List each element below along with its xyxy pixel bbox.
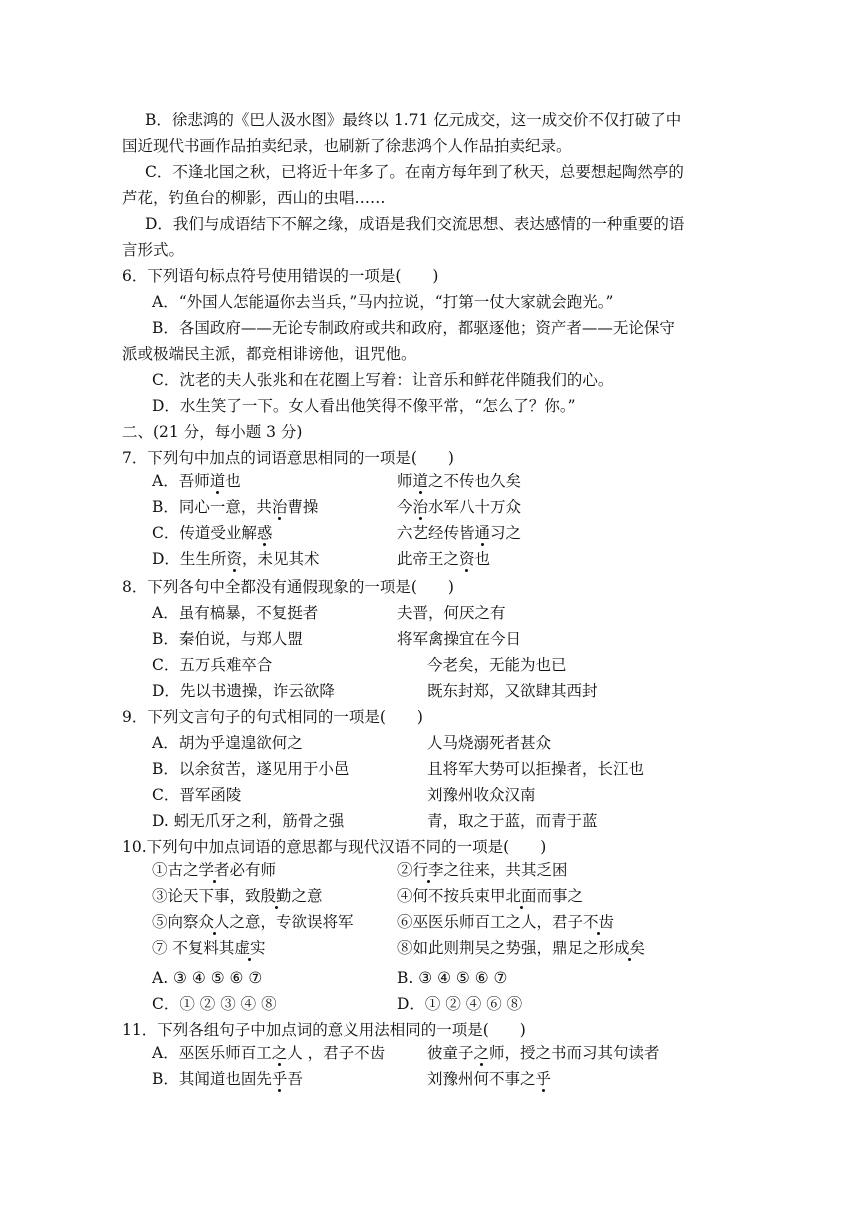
q8-option-c-pair: 今老矣，无能为也已 (427, 656, 567, 674)
q6-option-c: C．沈老的夫人张兆和在花圈上写着：让音乐和鲜花伴随我们的心。 (152, 371, 614, 389)
dotted-word: 虚实 (234, 939, 266, 957)
dotted-word: 之 (473, 1044, 490, 1062)
q10-item-4: ④何不按兵束甲北面而事之 (397, 887, 584, 905)
q7-stem: 7．下列句中加点的词语意思相同的一项是( ) (122, 449, 454, 467)
dotted-word: 乎 (535, 1070, 552, 1088)
dotted-word: 道 (412, 472, 429, 490)
q5-option-b-line2: 国近现代书画作品拍卖纪录，也刷新了徐悲鸿个人作品拍卖纪录。 (122, 137, 572, 155)
q10-item-8: ⑧如此则荆吴之势强，鼎足之形成矣 (397, 939, 646, 957)
dotted-word: 成矣 (614, 939, 646, 957)
dotted-word: 通 (474, 524, 491, 542)
q7-option-b-pair: 今治水军八十万众 (397, 498, 522, 516)
q9-option-c: C．晋军函陵 (152, 786, 242, 804)
dotted-word: 学者 (198, 861, 230, 879)
q10-item-1: ①古之学者必有师 (152, 861, 277, 879)
q9-option-d: D. 蚓无爪牙之利，筋骨之强 (152, 812, 345, 830)
dotted-word: 殷勤 (260, 887, 292, 905)
q7-option-a: A．吾师道也 (152, 472, 241, 490)
q9-stem: 9．下列文言句子的句式相同的一项是( ) (122, 708, 423, 726)
q6-option-a: A．“外国人怎能逼你去当兵，”马内拉说，“打第一仗大家就会跑光。” (152, 293, 614, 311)
dotted-word: 惑 (256, 524, 273, 542)
q7-option-c-pair: 六艺经传皆通习之 (397, 524, 522, 542)
q11-option-a-pair: 彼童子之师，授之书而习其句读者 (427, 1044, 660, 1062)
q5-option-b-line1: B．徐悲鸿的《巴人汲水图》最终以 1.71 亿元成交，这一成交价不仅打破了中 (145, 111, 682, 129)
dotted-word: 资 (459, 550, 475, 568)
q9-option-a: A．胡为乎遑遑欲何之 (152, 734, 303, 752)
dotted-word: 资 (226, 550, 242, 568)
q9-option-b: B．以余贫苦，遂见用于小邑 (152, 760, 350, 778)
q5-option-d-line2: 言形式。 (122, 241, 185, 259)
dotted-word: 不齿 (583, 913, 615, 931)
q10-stem: 10.下列句中加点词语的意思都与现代汉语不同的一项是( ) (122, 838, 547, 856)
q10-item-2: ②行李之往来，共其乏困 (397, 861, 568, 879)
q6-stem: 6．下列语句标点符号使用错误的一项是( ) (122, 267, 439, 285)
q9-option-d-pair: 青，取之于蓝，而青于蓝 (427, 812, 598, 830)
q10-item-3: ③论天下事，致殷勤之意 (152, 887, 323, 905)
section-two-heading: 二、(21 分，每小题 3 分) (122, 423, 303, 441)
q7-option-b: B．同心一意，共治曹操 (152, 498, 319, 516)
q9-option-b-pair: 且将军大势可以拒操者，长江也 (427, 760, 645, 778)
q8-option-a-pair: 夫晋，何厌之有 (397, 604, 506, 622)
q5-option-c-line2: 芦花，钓鱼台的柳影，西山的虫唱…… (122, 189, 386, 207)
q10-choice-d: D．① ② ④ ⑥ ⑧ (397, 995, 523, 1013)
q10-item-7: ⑦ 不复料其虚实 (152, 939, 266, 957)
dotted-word: 行李 (412, 861, 444, 879)
dotted-word: 治 (271, 498, 288, 516)
dotted-word: 众人 (198, 913, 230, 931)
q8-option-d: D．先以书遗操，诈云欲降 (152, 682, 335, 700)
q7-option-a-pair: 师道之不传也久矣 (397, 472, 522, 490)
q6-option-b-line2: 派或极端民主派，都竞相诽谤他，诅咒他。 (122, 345, 417, 363)
q8-stem: 8．下列各句中全都没有通假现象的一项是( ) (122, 578, 454, 596)
dotted-word: 道 (209, 472, 226, 490)
q9-option-c-pair: 刘豫州收众汉南 (427, 786, 536, 804)
q11-option-b-pair: 刘豫州何不事之乎 (427, 1070, 552, 1088)
q6-option-b-line1: B．各国政府——无论专制政府或共和政府，都驱逐他；资产者——无论保守 (152, 319, 675, 337)
q8-option-d-pair: 既东封郑，又欲肆其西封 (427, 682, 598, 700)
q7-option-c: C．传道受业解惑 (152, 524, 273, 542)
dotted-word: 之 (271, 1044, 288, 1062)
q5-option-d-line1: D．我们与成语结下不解之缘，成语是我们交流思想、表达感情的一种重要的语 (145, 215, 685, 233)
q9-option-a-pair: 人马烧溺死者甚众 (427, 734, 552, 752)
dotted-word: 乎 (271, 1070, 288, 1088)
q6-option-d: D．水生笑了一下。女人看出他笑得不像平常，“怎么了？你。” (152, 397, 576, 415)
q8-option-b: B．秦伯说，与郑人盟 (152, 630, 303, 648)
dotted-word: 治 (412, 498, 429, 516)
q8-option-c: C．五万兵难卒合 (152, 656, 273, 674)
q7-option-d-pair: 此帝王之资也 (397, 550, 491, 568)
dotted-word: 北面 (505, 887, 537, 905)
q10-choice-b: B. ③ ④ ⑤ ⑥ ⑦ (397, 969, 508, 987)
q10-choice-c: C．① ② ③ ④ ⑧ (152, 995, 277, 1013)
q11-option-a: A．巫医乐师百工之人 ，君子不齿 (152, 1044, 386, 1062)
q8-option-a: A．虽有槁暴，不复挺者 (152, 604, 319, 622)
q10-item-6: ⑥巫医乐师百工之人，君子不齿 (397, 913, 615, 931)
q10-choice-a: A. ③ ④ ⑤ ⑥ ⑦ (152, 969, 263, 987)
q11-stem: 11．下列各组句子中加点词的意义用法相同的一项是( ) (122, 1021, 526, 1039)
q10-item-5: ⑤向察众人之意，专欲误将军 (152, 913, 354, 931)
q11-option-b: B．其闻道也固先乎吾 (152, 1070, 303, 1088)
q7-option-d: D．生生所资，未见其术 (152, 550, 320, 568)
q8-option-b-pair: 将军禽操宜在今日 (397, 630, 522, 648)
q5-option-c-line1: C．不逢北国之秋，已将近十年多了。在南方每年到了秋天，总要想起陶然亭的 (145, 163, 684, 181)
